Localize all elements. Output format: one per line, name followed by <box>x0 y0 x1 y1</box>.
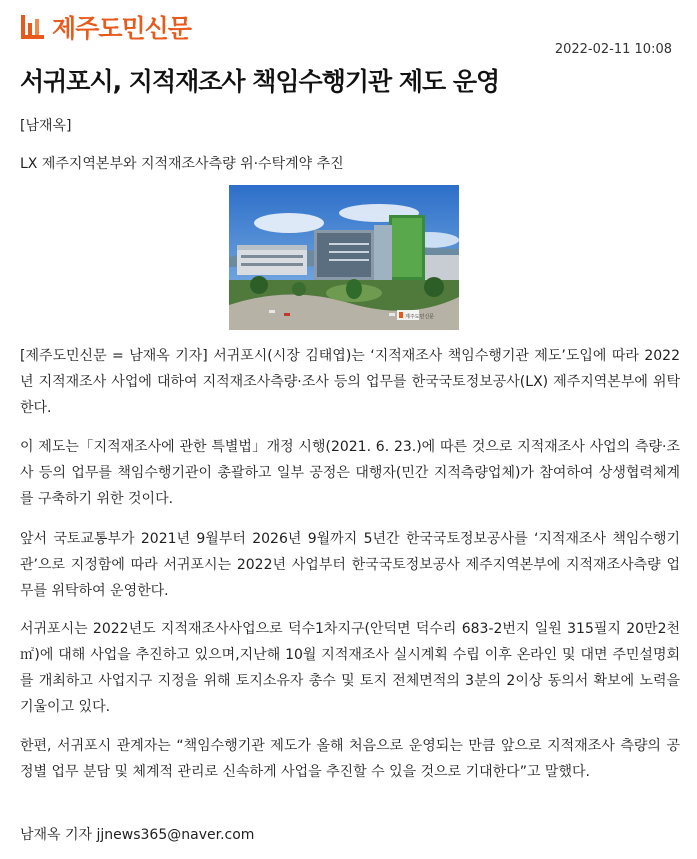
photo-watermark: 제주도민신문 <box>405 314 434 320</box>
article-paragraph-3: 앞서 국토교통부가 2021년 9월부터 2026년 9월까지 5년간 한국국토정보공사를 ‘지적재조사 책임수행기관’으로 지정함에 따라 서귀포시는 2022년 사업부터 한국국토정보공사 제주지역본부에 지적재조사측량 업무를 위탁하여 운영한다. <box>20 531 680 599</box>
article-subtitle: LX 제주지역본부와 지적재조사측량 위·수탁계약 추진 <box>20 156 344 172</box>
byline-top: [남재옥] <box>20 118 72 134</box>
site-logo[interactable] <box>20 9 191 45</box>
footer-byline[interactable]: 남재옥 기자 jjnews365@naver.com <box>20 827 255 843</box>
article-datetime: 2022-02-11 10:08 <box>554 42 672 57</box>
article-photo <box>229 185 459 330</box>
article-headline: 서귀포시, 지적재조사 책임수행기관 제도 운영 <box>20 67 500 96</box>
article-paragraph-5: 한편, 서귀포시 관계자는 “책임수행기관 제도가 올해 처음으로 운영되는 만큼 앞으로 지적재조사 측량의 공정별 업무 분담 및 체계적 관리로 신속하게 사업을 추진할 수 있을 것으로 기대한다”고 말했다. <box>20 738 680 780</box>
city-hall-illustration <box>229 185 459 330</box>
logo-text: 제주도민신문 <box>52 14 191 43</box>
article-paragraph-2: 이 제도는「지적재조사에 관한 특별법」개정 시행(2021. 6. 23.)에 따른 것으로 지적재조사 사업의 측량·조사 등의 업무를 책임수행기관이 총괄하고 일부 공정은 대행자(민간 지적측량업체)가 참여하여 상생협력체계를 구축하기 위한 것이다. <box>20 439 680 507</box>
newspaper-logo-icon <box>20 13 46 41</box>
article-paragraph-1: [제주도민신문 = 남재옥 기자] 서귀포시(시장 김태엽)는 ‘지적재조사 책임수행기관 제도’도입에 따라 2022년 지적재조사 사업에 대하여 지적재조사측량·조사 등의 업무를 한국국토정보공사(LX) 제주지역본부에 위탁한다. <box>20 348 680 416</box>
article-paragraph-4: 서귀포시는 2022년도 지적재조사사업으로 덕수1차지구(안덕면 덕수리 683-2번지 일원 315필지 20만2천㎡)에 대해 사업을 추진하고 있으며,지난해 10월 지적재조사 실시계획 수립 이후 온라인 및 대면 주민설명회를 개최하고 사업지구 지정을 위해 토지소유자 총수 및 토지 전체면적의 3분의 2이상 동의서 확보에 노력을 기울이고 있다. <box>20 621 680 715</box>
